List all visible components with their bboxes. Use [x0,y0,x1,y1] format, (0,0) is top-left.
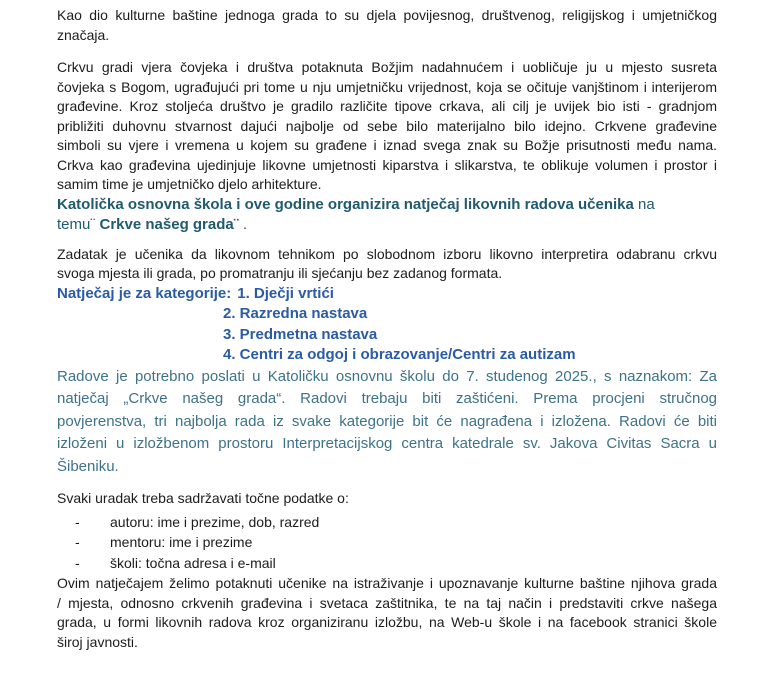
categories-section [57,284,717,366]
text-line: Šibeniku. [57,457,119,475]
announcement-competition-title: Crkve našeg grada¨ [99,215,239,233]
text-line: Zadatak je učenika da likovnom tehnikom po slobodnom izboru likovno interpretira odabranu crkvu [57,245,717,262]
text-line: Crkva kao građevina ujedinjuje likovne umjetnosti kiparstva i slikarstva, te oblikuje volumen i prostor i [57,156,717,173]
text-line: Radove je potrebno poslati u Katoličku osnovnu školu do 7. studenog 2025., s naznakom: Za [57,367,717,385]
text-line: približiti duhovnu stvarnost dajući najbolje od sebe bilo materijalno bilo idejno. Crkvene građevine [57,117,717,134]
text-line: izloženi u izložbenom prostoru Interpretacijskog centra katedrale sv. Jakova Civitas Sacra u [57,435,717,452]
dash-bullet-icon: - [75,554,80,571]
text-line: Kao dio kulturne baštine jednoga grada to su djela povijesnog, društvenog, religijskog i umjetničkog [57,7,717,23]
announcement-regular-na: na [633,195,655,213]
bullet-item-school [57,553,717,574]
category-item-2: 2. Razredna nastava [223,305,368,322]
text-line: grada, u formi likovnih radova kroz organiziranu izložbu, na Web-u škole i na facebook stranici škole [57,614,717,630]
bullet-item-mentor [57,532,717,553]
details-intro: Svaki uradak treba sadržavati točne podatke o: [57,490,349,506]
dash-bullet-icon: - [75,513,80,530]
announcement-end-period: . [238,215,248,233]
details-bullet-list [57,512,717,574]
text-line: široj javnosti. [57,633,138,650]
announcement-regular-temu: temu¨ [57,215,100,233]
text-line: Crkvu gradi vjera čovjeka i društva potaknuta Božjim nadahnućem i uobličuje ju u mjesto susreta [57,59,717,75]
announcement-bold-lead: Katolička osnovna škola i ove godine organizira natječaj likovnih radova učenika [57,195,634,213]
category-item-3: 3. Predmetna nastava [223,325,378,343]
category-item-1: 1. Dječji vrtići [237,284,334,302]
dash-bullet-icon: - [75,534,80,550]
text-line: povjerenstva, tri najbolja rada iz svake kategorije bit će nagrađena i izložena. Radovi će biti [57,412,717,430]
text-line: građevine. Kroz stoljeća društvo je gradilo različite tipove crkava, ali cilj je uvijek bio isti - gradnjom [57,98,717,114]
text-line: samim time je umjetničko djelo arhitekture. [57,176,322,192]
bullet-school-text: školi: točna adresa i e-mail [110,554,276,571]
bullet-mentor-text: mentoru: ime i prezime [110,534,253,550]
text-line: natječaj „Crkve našeg grada“. Radovi trebaju biti zaštićeni. Prema procjeni stručnog [57,390,717,407]
text-line: Ovim natječajem želimo potaknuti učenike na istraživanje i upoznavanje kulturne baštine njihova grada [57,575,717,591]
text-line: svoga mjesta ili grada, po promatranju ili sjećanju bez zadanog formata. [57,265,503,281]
goal-paragraph [57,574,717,652]
church-paragraph [57,58,717,195]
announcement-line-1 [57,195,717,215]
text-line: čovjeka s Bogom, ugrađujući pri tome u nju umjetničku vrijednost, koja se očituje vanjštinom i interijerom [57,78,717,95]
bullet-author-text: autoru: ime i prezime, dob, razred [110,513,320,530]
categories-intro-line [57,284,717,305]
announcement-line-2 [57,215,717,235]
announcement-heading [57,195,717,235]
text-line: značaja. [57,26,110,43]
task-paragraph [57,245,717,284]
categories-label: Natječaj je za kategorije: [57,284,232,302]
text-line: simboli su vjere i vremena u kojem su građene i iznad svega znak su Božje prisutnosti među nama. [57,137,717,153]
heritage-paragraph [57,6,717,45]
text-line: / mjesta, odnosno crkvenih građevina i svetaca zaštitnika, te na taj način i predstaviti crkve našega [57,594,717,611]
bullet-item-author [57,512,717,533]
submission-paragraph [57,366,717,479]
category-item-4: 4. Centri za odgoj i obrazovanje/Centri za autizam [223,346,576,363]
